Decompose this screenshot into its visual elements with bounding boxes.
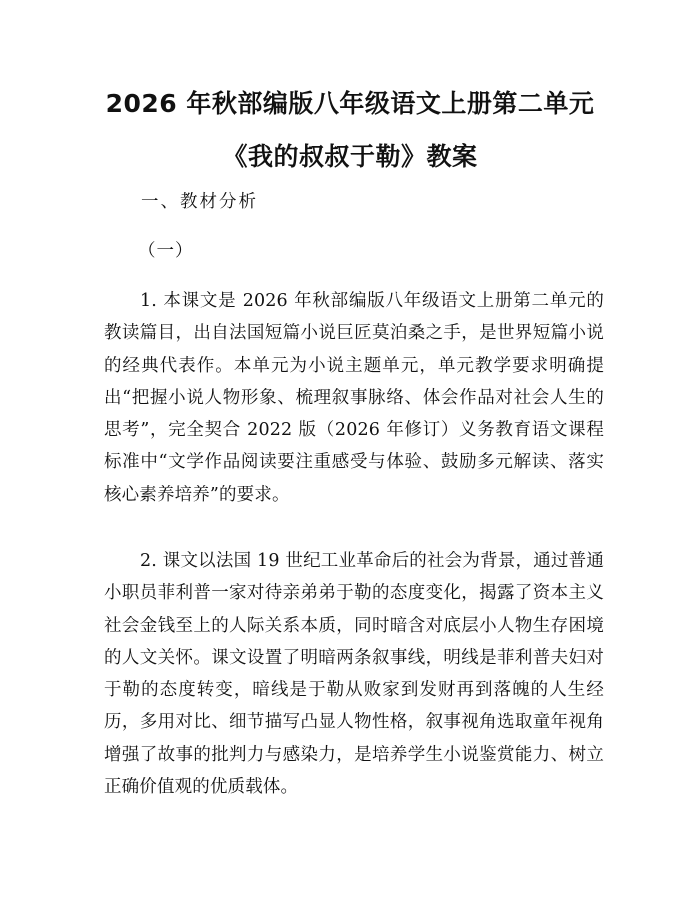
document-title-line-2: 《我的叔叔于勒》教案 — [222, 142, 478, 171]
section-heading: 一、教材分析 — [141, 192, 258, 212]
paragraph-1: 1. 本课文是 2026 年秋部编版八年级语文上册第二单元的教读篇目，出自法国短篇小说巨匠莫泊桑之手，是世界短篇小说的经典代表作。本单元为小说主题单元，单元教学要求明确提出“把握小说人物形象、梳理叙事脉络、体会作品对社会人生的思考”，完全契合 2022 版（2026 年修订）义务教育语文课程标准中“文学作品阅读要注重感受与体验、鼓励多元解读、落实核心素养培养”的要求。 — [104, 291, 604, 505]
subsection-label: （一） — [138, 241, 194, 261]
paragraph-2: 2. 课文以法国 19 世纪工业革命后的社会为背景，通过普通小职员菲利普一家对待亲弟弟于勒的态度变化，揭露了资本主义社会金钱至上的人际关系本质，同时暗含对底层小人物生存困境的人文关怀。课文设置了明暗两条叙事线，明线是菲利普夫妇对于勒的态度转变，暗线是于勒从败家到发财再到落魄的人生经历，多用对比、细节描写凸显人物性格，叙事视角选取童年视角增强了故事的批判力与感染力，是培养学生小说鉴赏能力、树立正确价值观的优质载体。 — [104, 551, 604, 798]
document-title-line-1: 2026 年秋部编版八年级语文上册第二单元 — [105, 89, 595, 118]
